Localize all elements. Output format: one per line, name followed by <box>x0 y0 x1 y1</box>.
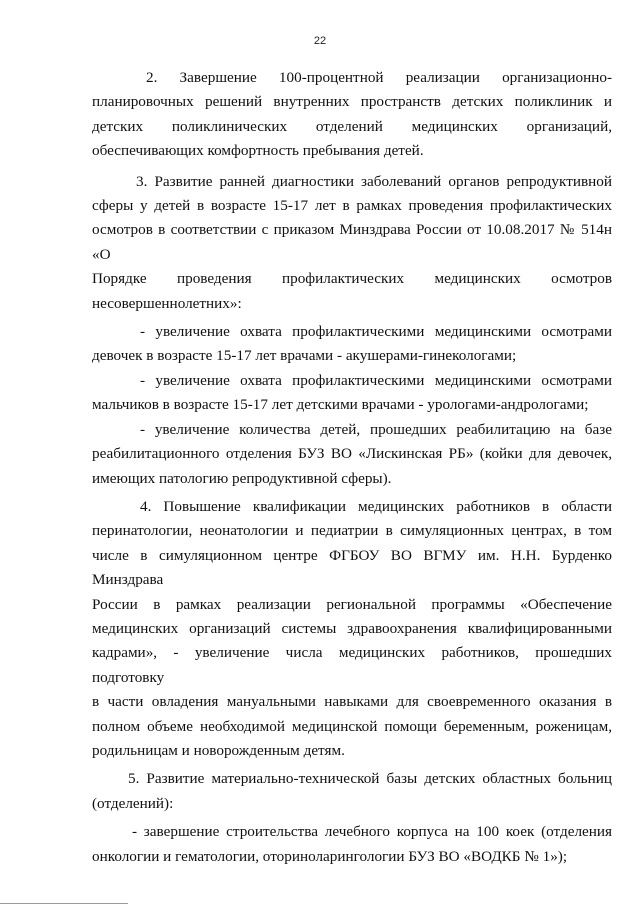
text-line: осмотров в соответствии с приказом Минздрава России от 10.08.2017 № 514н «О <box>92 221 612 263</box>
text-line: (отделений): <box>92 794 174 812</box>
text-line: онкологии и гематологии, оториноларингологии БУЗ ВО «ВОДКБ № 1»); <box>92 847 568 865</box>
text-line: 4. Повышение квалификации медицинских работников в области <box>140 497 612 515</box>
text-line: 5. Развитие материально-технической базы детских областных больниц <box>128 770 612 788</box>
text-line: перинатологии, неонатологии и педиатрии в симуляционных центрах, в том <box>92 522 612 540</box>
text-line: родильницам и новорожденным детям. <box>92 741 345 759</box>
text-line: мальчиков в возрасте 15-17 лет детскими врачами - урологами-андрологами; <box>92 396 589 414</box>
text-line: России в рамках реализации региональной программы «Обеспечение <box>92 595 612 613</box>
text-line: Порядке проведения профилактических медицинских осмотров <box>92 270 612 288</box>
document-body <box>92 66 612 869</box>
text-line: - завершение строительства лечебного корпуса на 100 коек (отделения <box>132 823 612 841</box>
text-line: несовершеннолетних»: <box>92 294 242 312</box>
text-line: медицинских организаций системы здравоохранения квалифицированными <box>92 619 612 637</box>
text-line: - увеличение охвата профилактическими медицинскими осмотрами <box>140 323 612 341</box>
text-line: детских поликлинических отделений медицинских организаций, <box>92 117 612 135</box>
footer-rule <box>0 903 128 904</box>
text-line: имеющих патологию репродуктивной сферы). <box>92 469 392 487</box>
text-line: девочек в возрасте 15-17 лет врачами - акушерами-гинекологами; <box>92 347 517 365</box>
text-line: - увеличение количества детей, прошедших реабилитацию на базе <box>140 420 612 438</box>
page-number: 22 <box>313 35 327 47</box>
text-line: 3. Развитие ранней диагностики заболеваний органов репродуктивной <box>136 172 612 190</box>
text-line: кадрами», - увеличение числа медицинских работников, прошедших подготовку <box>92 644 612 686</box>
text-line: полном объеме необходимой медицинской помощи беременным, роженицам, <box>92 717 612 735</box>
text-line: - увеличение охвата профилактическими медицинскими осмотрами <box>140 371 612 389</box>
text-line: реабилитационного отделения БУЗ ВО «Лискинская РБ» (койки для девочек, <box>92 445 612 463</box>
text-line: планировочных решений внутренних пространств детских поликлиник и <box>92 93 612 111</box>
text-line: в части овладения мануальными навыками для своевременного оказания в <box>92 693 612 711</box>
text-line: 2. Завершение 100-процентной реализации организационно- <box>146 69 612 86</box>
text-line: сферы у детей в возрасте 15-17 лет в рамках проведения профилактических <box>92 197 612 215</box>
text-line: обеспечивающих комфортность пребывания детей. <box>92 142 424 160</box>
text-line: числе в симуляционном центре ФГБОУ ВО ВГМУ им. Н.Н. Бурденко Минздрава <box>92 546 612 589</box>
